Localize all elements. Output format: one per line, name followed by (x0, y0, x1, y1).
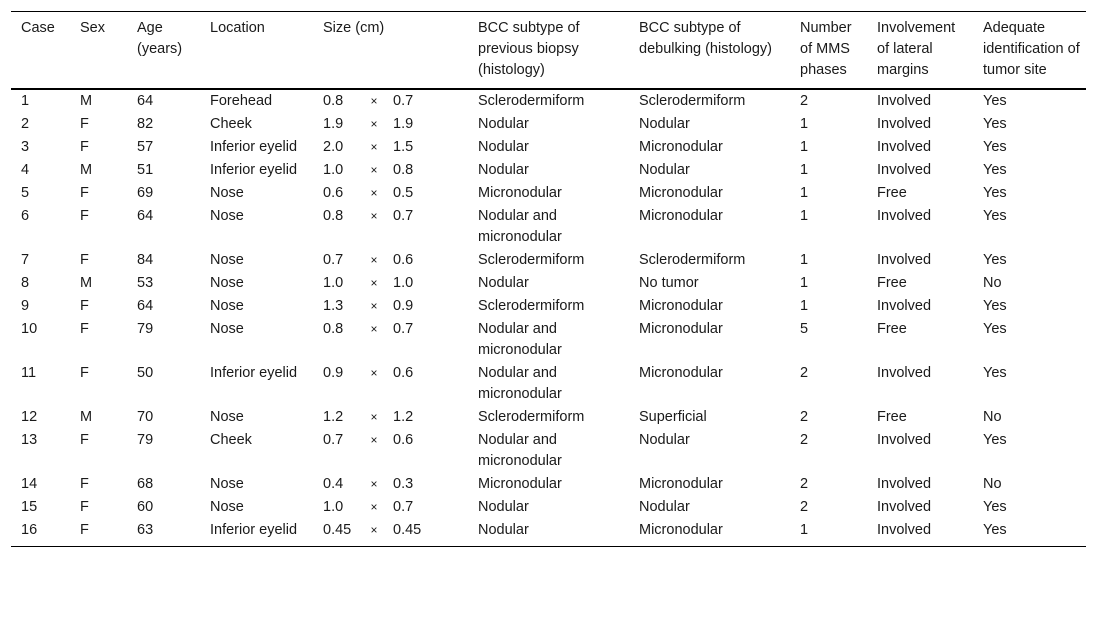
cell-location: Inferior eyelid (210, 522, 298, 538)
cell-subtype-biopsy: Micronodular (478, 476, 562, 492)
cell-case: 4 (21, 162, 30, 178)
cell-location: Nose (210, 476, 244, 492)
size-length: 1.9 (323, 116, 344, 132)
cell-identification: Yes (983, 252, 1007, 268)
size-length: 0.6 (323, 185, 344, 201)
cell-size (313, 89, 468, 113)
table-row (11, 473, 1086, 496)
cell-case: 8 (21, 275, 30, 291)
cell-age: 51 (137, 162, 154, 178)
header-subtype-biopsy: BCC subtype of previous biopsy (histology) (478, 20, 580, 78)
cell-size (313, 406, 468, 429)
cell-case: 7 (21, 252, 30, 268)
size-times-symbol: × (370, 299, 378, 313)
cell-lateral-margins: Involved (877, 252, 932, 268)
size-width: 0.7 (393, 321, 414, 337)
cell-mms-phases: 2 (800, 432, 809, 448)
table-row (11, 113, 1086, 136)
cell-mms-phases: 2 (800, 93, 809, 109)
cell-identification: Yes (983, 432, 1007, 448)
cell-identification: No (983, 275, 1002, 291)
cell-age: 64 (137, 298, 154, 314)
header-sex: Sex (80, 20, 105, 36)
table-row (11, 295, 1086, 318)
size-width: 1.2 (393, 409, 414, 425)
cell-mms-phases: 1 (800, 116, 809, 132)
cell-subtype-debulking: Nodular (639, 499, 690, 515)
table-header (11, 12, 1086, 90)
cell-sex: F (80, 185, 89, 201)
cell-sex: F (80, 208, 89, 224)
size-width: 0.5 (393, 185, 414, 201)
cell-case: 10 (21, 321, 38, 337)
cell-age: 50 (137, 365, 154, 381)
header-location: Location (210, 20, 265, 36)
cell-identification: No (983, 409, 1002, 425)
cell-subtype-biopsy: Nodular (478, 499, 529, 515)
cell-sex: F (80, 116, 89, 132)
cell-subtype-biopsy: Nodular (478, 162, 529, 178)
cell-size (313, 429, 468, 473)
size-width: 0.8 (393, 162, 414, 178)
cell-sex: M (80, 162, 93, 178)
cell-lateral-margins: Involved (877, 298, 932, 314)
size-length: 0.7 (323, 252, 344, 268)
cell-size (313, 182, 468, 205)
cell-location: Inferior eyelid (210, 162, 298, 178)
size-times-symbol: × (370, 94, 378, 108)
cell-size (313, 318, 468, 362)
cell-location: Nose (210, 499, 244, 515)
header-mms-phases: Number of MMS phases (800, 20, 852, 78)
cell-identification: Yes (983, 365, 1007, 381)
cell-lateral-margins: Involved (877, 162, 932, 178)
cell-size (313, 113, 468, 136)
size-width: 0.6 (393, 252, 414, 268)
cell-identification: Yes (983, 185, 1007, 201)
cell-age: 79 (137, 432, 154, 448)
cell-size (313, 295, 468, 318)
table-row (11, 89, 1086, 113)
cell-subtype-debulking: Micronodular (639, 522, 723, 538)
cell-location: Nose (210, 275, 244, 291)
cell-age: 64 (137, 93, 154, 109)
cell-subtype-biopsy: Nodular (478, 116, 529, 132)
size-times-symbol: × (370, 410, 378, 424)
cell-mms-phases: 1 (800, 162, 809, 178)
cell-subtype-biopsy: Sclerodermiform (478, 409, 585, 425)
header-age: Age (years) (137, 20, 183, 57)
cell-mms-phases: 1 (800, 208, 809, 224)
cell-identification: No (983, 476, 1002, 492)
cell-mms-phases: 1 (800, 252, 809, 268)
cell-subtype-debulking: Sclerodermiform (639, 252, 746, 268)
cell-sex: F (80, 522, 89, 538)
size-length: 0.7 (323, 432, 344, 448)
cell-lateral-margins: Free (877, 409, 907, 425)
cell-lateral-margins: Involved (877, 365, 932, 381)
cell-age: 57 (137, 139, 154, 155)
cell-location: Nose (210, 298, 244, 314)
cell-subtype-biopsy: Nodular (478, 275, 529, 291)
cell-subtype-debulking: Nodular (639, 432, 690, 448)
cell-lateral-margins: Involved (877, 116, 932, 132)
cell-size (313, 519, 468, 547)
cell-lateral-margins: Involved (877, 139, 932, 155)
cell-lateral-margins: Involved (877, 476, 932, 492)
size-length: 1.0 (323, 162, 344, 178)
size-width: 0.3 (393, 476, 414, 492)
cell-mms-phases: 1 (800, 275, 809, 291)
cell-subtype-debulking: Sclerodermiform (639, 93, 746, 109)
cell-location: Nose (210, 409, 244, 425)
cell-location: Nose (210, 252, 244, 268)
cell-age: 53 (137, 275, 154, 291)
size-width: 0.7 (393, 208, 414, 224)
cell-age: 82 (137, 116, 154, 132)
cell-lateral-margins: Free (877, 185, 907, 201)
cell-mms-phases: 2 (800, 499, 809, 515)
table-row (11, 519, 1086, 547)
size-width: 0.9 (393, 298, 414, 314)
table-row (11, 182, 1086, 205)
cell-subtype-debulking: Micronodular (639, 321, 723, 337)
cell-location: Cheek (210, 432, 252, 448)
cell-case: 1 (21, 93, 30, 109)
header-identification: Adequate identification of tumor site (983, 20, 1080, 78)
cell-identification: Yes (983, 162, 1007, 178)
cell-lateral-margins: Involved (877, 208, 932, 224)
table-row (11, 429, 1086, 473)
cell-lateral-margins: Free (877, 321, 907, 337)
size-times-symbol: × (370, 140, 378, 154)
cell-mms-phases: 2 (800, 365, 809, 381)
size-length: 0.8 (323, 93, 344, 109)
size-length: 2.0 (323, 139, 344, 155)
cell-subtype-debulking: Micronodular (639, 476, 723, 492)
cell-subtype-biopsy: Sclerodermiform (478, 298, 585, 314)
size-length: 0.8 (323, 208, 344, 224)
table-row (11, 205, 1086, 249)
cell-mms-phases: 2 (800, 409, 809, 425)
cell-subtype-biopsy: Nodular and micronodular (478, 365, 562, 402)
cell-subtype-biopsy: Nodular and micronodular (478, 321, 562, 358)
table-body (11, 89, 1086, 547)
size-times-symbol: × (370, 523, 378, 537)
cell-identification: Yes (983, 499, 1007, 515)
cell-age: 69 (137, 185, 154, 201)
size-length: 1.2 (323, 409, 344, 425)
cell-size (313, 272, 468, 295)
cell-subtype-biopsy: Sclerodermiform (478, 252, 585, 268)
size-length: 1.3 (323, 298, 344, 314)
size-width: 0.7 (393, 499, 414, 515)
cell-case: 12 (21, 409, 38, 425)
size-times-symbol: × (370, 209, 378, 223)
size-width: 1.5 (393, 139, 414, 155)
size-length: 0.9 (323, 365, 344, 381)
cell-case: 15 (21, 499, 38, 515)
header-row (11, 12, 1086, 90)
cell-mms-phases: 1 (800, 139, 809, 155)
header-size: Size (cm) (323, 20, 385, 36)
table-row (11, 406, 1086, 429)
cell-case: 2 (21, 116, 30, 132)
cell-identification: Yes (983, 93, 1007, 109)
cell-size (313, 362, 468, 406)
cell-case: 16 (21, 522, 38, 538)
cell-mms-phases: 2 (800, 476, 809, 492)
table-row (11, 318, 1086, 362)
cell-identification: Yes (983, 116, 1007, 132)
cell-size (313, 136, 468, 159)
cell-sex: F (80, 321, 89, 337)
cell-age: 70 (137, 409, 154, 425)
cell-mms-phases: 1 (800, 185, 809, 201)
cell-case: 11 (21, 365, 37, 381)
size-times-symbol: × (370, 322, 378, 336)
cell-age: 79 (137, 321, 154, 337)
cell-identification: Yes (983, 139, 1007, 155)
cell-lateral-margins: Involved (877, 499, 932, 515)
cell-mms-phases: 5 (800, 321, 809, 337)
cell-subtype-debulking: Micronodular (639, 185, 723, 201)
size-times-symbol: × (370, 366, 378, 380)
cell-sex: F (80, 432, 89, 448)
cell-subtype-debulking: Superficial (639, 409, 707, 425)
cell-sex: F (80, 298, 89, 314)
size-length: 1.0 (323, 499, 344, 515)
size-width: 0.7 (393, 93, 414, 109)
table-row (11, 249, 1086, 272)
cell-subtype-debulking: Nodular (639, 116, 690, 132)
cell-lateral-margins: Involved (877, 93, 932, 109)
cell-age: 60 (137, 499, 154, 515)
cell-size (313, 205, 468, 249)
cell-identification: Yes (983, 522, 1007, 538)
size-times-symbol: × (370, 186, 378, 200)
cell-sex: F (80, 499, 89, 515)
size-width: 1.0 (393, 275, 414, 291)
cell-age: 68 (137, 476, 154, 492)
cell-age: 64 (137, 208, 154, 224)
cell-sex: F (80, 476, 89, 492)
cell-location: Inferior eyelid (210, 365, 298, 381)
size-length: 0.8 (323, 321, 344, 337)
table-container (11, 11, 1086, 547)
table-row (11, 362, 1086, 406)
table-row (11, 272, 1086, 295)
cell-subtype-debulking: No tumor (639, 275, 699, 291)
cell-subtype-debulking: Micronodular (639, 208, 723, 224)
cell-identification: Yes (983, 208, 1007, 224)
cell-location: Nose (210, 185, 244, 201)
size-width: 0.6 (393, 432, 414, 448)
size-times-symbol: × (370, 163, 378, 177)
cell-size (313, 249, 468, 272)
cell-location: Nose (210, 321, 244, 337)
size-times-symbol: × (370, 500, 378, 514)
cell-subtype-debulking: Micronodular (639, 365, 723, 381)
cell-case: 9 (21, 298, 30, 314)
cell-sex: M (80, 93, 93, 109)
cell-location: Nose (210, 208, 244, 224)
cell-sex: M (80, 275, 93, 291)
bcc-cases-table (11, 11, 1086, 547)
size-length: 0.4 (323, 476, 344, 492)
table-row (11, 496, 1086, 519)
cell-subtype-debulking: Nodular (639, 162, 690, 178)
cell-lateral-margins: Free (877, 275, 907, 291)
cell-mms-phases: 1 (800, 298, 809, 314)
size-length: 1.0 (323, 275, 344, 291)
cell-subtype-biopsy: Nodular (478, 522, 529, 538)
cell-location: Forehead (210, 93, 273, 109)
header-lateral-margins: Involvement of lateral margins (877, 20, 956, 78)
size-times-symbol: × (370, 433, 378, 447)
cell-subtype-biopsy: Nodular (478, 139, 529, 155)
cell-case: 14 (21, 476, 38, 492)
cell-identification: Yes (983, 298, 1007, 314)
cell-subtype-biopsy: Sclerodermiform (478, 93, 585, 109)
size-length: 0.45 (323, 522, 352, 538)
cell-location: Cheek (210, 116, 252, 132)
cell-subtype-debulking: Micronodular (639, 298, 723, 314)
size-times-symbol: × (370, 117, 378, 131)
size-width: 0.6 (393, 365, 414, 381)
size-width: 1.9 (393, 116, 414, 132)
cell-sex: M (80, 409, 93, 425)
cell-subtype-biopsy: Nodular and micronodular (478, 432, 562, 469)
cell-sex: F (80, 252, 89, 268)
cell-sex: F (80, 365, 89, 381)
cell-case: 3 (21, 139, 30, 155)
cell-subtype-biopsy: Nodular and micronodular (478, 208, 562, 245)
cell-lateral-margins: Involved (877, 522, 932, 538)
cell-case: 6 (21, 208, 30, 224)
cell-case: 13 (21, 432, 38, 448)
cell-age: 84 (137, 252, 154, 268)
size-times-symbol: × (370, 253, 378, 267)
cell-identification: Yes (983, 321, 1007, 337)
size-width: 0.45 (393, 522, 422, 538)
cell-size (313, 159, 468, 182)
cell-case: 5 (21, 185, 30, 201)
cell-lateral-margins: Involved (877, 432, 932, 448)
table-row (11, 159, 1086, 182)
header-subtype-debulking: BCC subtype of debulking (histology) (639, 20, 772, 57)
cell-sex: F (80, 139, 89, 155)
cell-location: Inferior eyelid (210, 139, 298, 155)
cell-size (313, 473, 468, 496)
cell-subtype-debulking: Micronodular (639, 139, 723, 155)
table-row (11, 136, 1086, 159)
cell-size (313, 496, 468, 519)
header-case: Case (21, 20, 55, 36)
cell-age: 63 (137, 522, 154, 538)
size-times-symbol: × (370, 276, 378, 290)
cell-mms-phases: 1 (800, 522, 809, 538)
size-times-symbol: × (370, 477, 378, 491)
cell-subtype-biopsy: Micronodular (478, 185, 562, 201)
